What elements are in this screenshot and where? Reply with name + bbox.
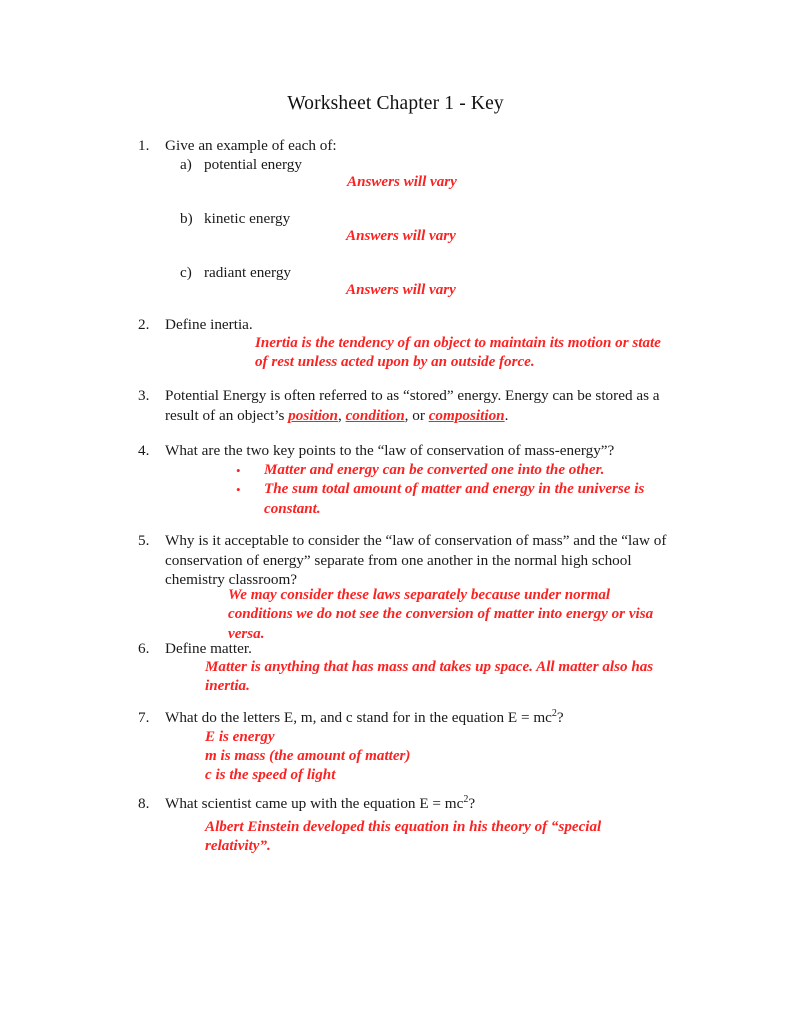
question-2-prompt: Define inertia. [165,316,253,333]
bullet-icon: • [236,482,241,498]
question-4-number: 4. [138,442,150,459]
question-2-answer: Inertia is the tendency of an object to maintain its motion or state of rest unless acted upon by an outside force. [255,335,661,371]
question-4-answer-list [236,461,648,519]
question-7-prompt-text: What do the letters E, m, and c stand for in the equation E = mc [165,709,552,726]
question-3-prompt-end: . [504,406,509,424]
question-8-prompt-text: What scientist came up with the equation E = mc [165,795,464,812]
question-1-item-a-label: potential energy [204,156,302,173]
question-3-prompt-text: Potential Energy is often referred to as “stored” energy. Energy can be stored as a result of an object’s [165,387,660,424]
question-1-item-a [180,155,480,175]
question-8-answer: Albert Einstein developed this equation in his theory of “special relativity”. [205,819,602,855]
question-7-prompt-end: ? [556,709,564,726]
question-1-item-c-answer: Answers will vary [346,282,456,298]
question-7 [138,708,676,728]
question-1-item-b-answer: Answers will vary [346,228,456,244]
question-1-prompt: Give an example of each of: [165,137,337,154]
question-1-item-b-letter: b) [180,210,193,227]
question-1-item-a-answer: Answers will vary [347,174,457,190]
question-5-answer: We may consider these laws separately because under normal conditions we do not see the conversion of matter into energy or visa versa. [228,587,654,642]
question-4-prompt: What are the two key points to the “law of conservation of mass-energy”? [165,442,615,459]
question-1-item-c-label: radiant energy [204,264,292,281]
question-3-separator-2: , or [404,406,429,424]
question-3 [138,386,676,425]
question-4-bullet-2: The sum total amount of matter and energy in the universe is constant. [264,481,645,517]
question-3-separator-1: , [337,406,346,424]
question-4-bullet-1: Matter and energy can be converted one into the other. [264,462,605,478]
question-3-prompt [165,386,676,425]
question-1-item-c [180,263,480,283]
list-item [236,480,648,519]
question-7-prompt [165,708,676,728]
question-6-number: 6. [138,640,150,657]
bullet-icon: • [236,463,241,478]
question-4 [138,441,676,461]
question-1-number: 1. [138,137,150,154]
question-1-item-a-letter: a) [180,156,192,173]
question-6 [138,639,676,659]
question-3-blank-1: position [288,406,338,424]
question-1 [138,136,658,156]
question-7-exponent: 2 [551,707,557,719]
question-8 [138,794,676,814]
question-3-blank-2: condition [345,406,405,424]
question-3-number: 3. [138,387,150,404]
question-7-answer-line-3: c is the speed of light [205,767,336,783]
question-2-number: 2. [138,316,150,333]
question-1-item-c-letter: c) [180,264,192,281]
list-item [236,461,648,480]
question-7-answer-line-1: E is energy [205,729,275,745]
question-2 [138,315,658,335]
question-5-prompt: Why is it acceptable to consider the “law of conservation of mass” and the “law of conservation of energy” separate from one another in the normal high school chemistry classroom? [165,532,667,589]
question-7-answer-line-2: m is mass (the amount of matter) [205,748,411,764]
question-1-item-b [180,209,480,229]
question-8-exponent: 2 [463,793,469,805]
question-6-answer: Matter is anything that has mass and takes up space. All matter also has inertia. [205,659,654,695]
page-title: Worksheet Chapter 1 - Key [287,93,504,114]
question-8-number: 8. [138,795,150,812]
question-7-number: 7. [138,709,150,726]
question-1-item-b-label: kinetic energy [204,210,291,227]
question-3-blank-3: composition [428,406,505,424]
question-8-prompt [165,794,676,814]
question-5 [138,531,676,590]
question-5-number: 5. [138,532,150,549]
question-8-prompt-end: ? [468,795,476,812]
question-6-prompt: Define matter. [165,640,252,657]
